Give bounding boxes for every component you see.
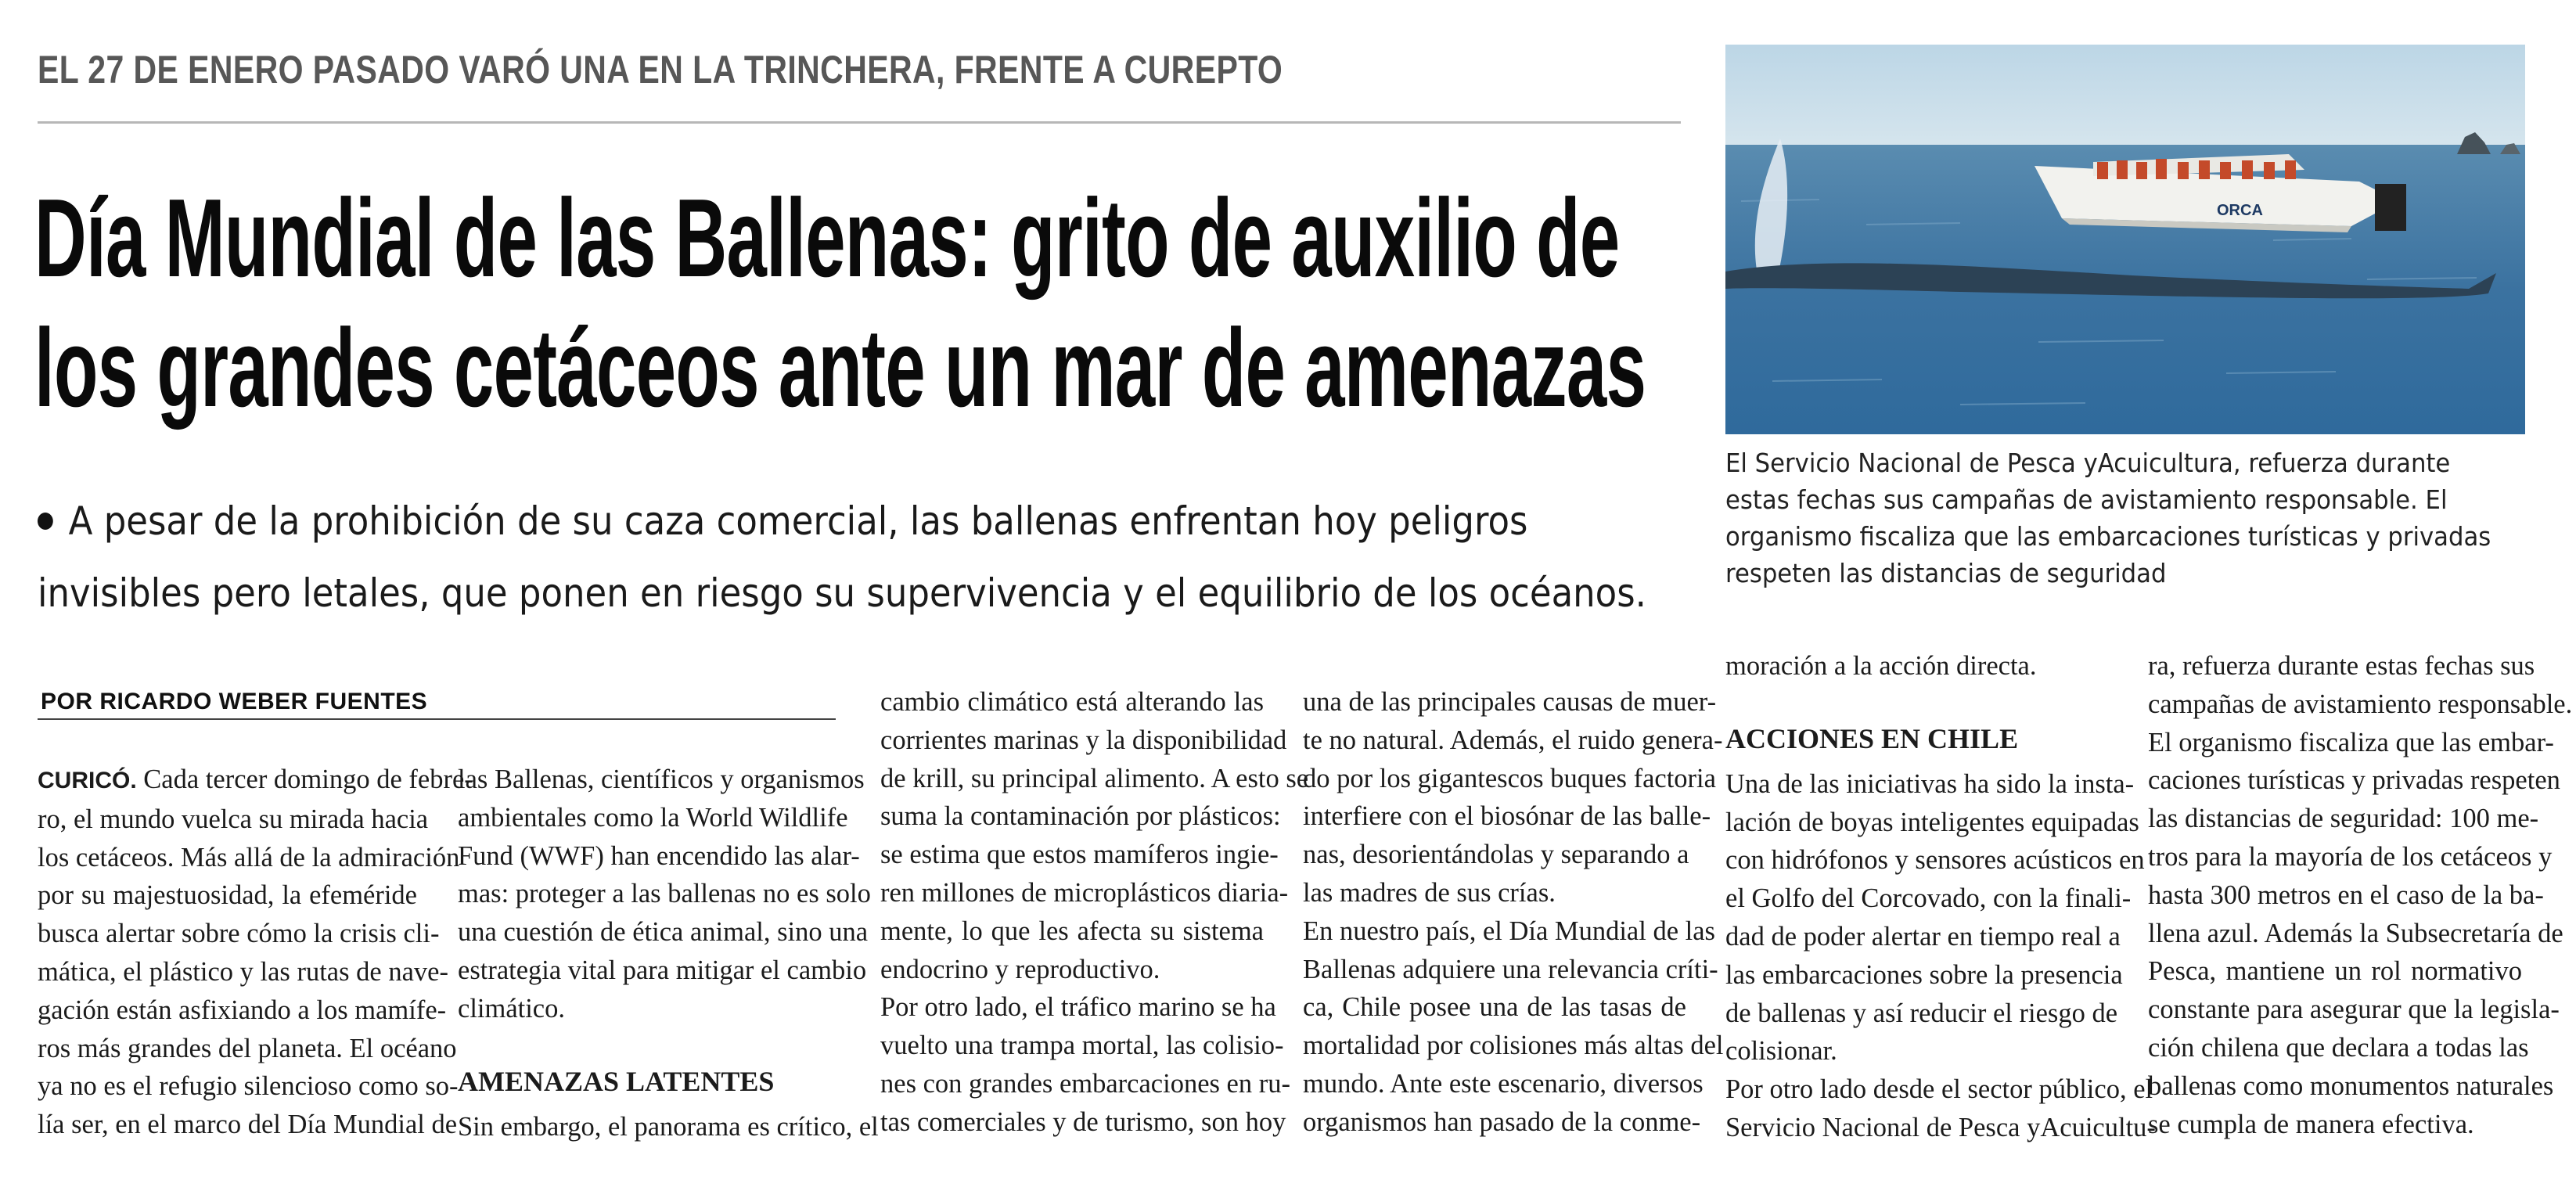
byline: POR RICARDO WEBER FUENTES [41, 689, 428, 714]
deck-line-2: invisibles pero letales, que ponen en riesgo su supervivencia y el equilibrio de los océanos. [38, 570, 1646, 616]
deck-text-1: A pesar de la prohibición de su caza comercial, las ballenas enfrentan hoy peligros [68, 498, 1528, 544]
body-line: llena azul. Además la Subsecretaría de [2148, 918, 2563, 948]
body-line: mas: proteger a las ballenas no es solo [458, 879, 871, 909]
body-line: ren millones de microplásticos diaria- [880, 877, 1289, 908]
body-line: interfiere con el biosónar de las balle- [1303, 801, 1711, 832]
body-line: tros para la mayoría de los cetáceos y [2148, 841, 2553, 872]
body-line: lación de boyas inteligentes equipadas [1725, 807, 2139, 837]
body-line: Fund (WWF) han encendido las alar- [458, 840, 860, 871]
whale-watching-photo [1725, 45, 2525, 434]
body-column-1 [38, 761, 473, 1144]
body-line: mática, el plástico y las rutas de nave- [38, 956, 448, 987]
byline-divider [38, 718, 836, 720]
bullet-icon [38, 513, 53, 530]
caption-line-2: estas fechas sus campañas de avistamiento responsable. El [1725, 484, 2448, 515]
body-line: estrategia vital para mitigar el cambio [458, 955, 867, 985]
caption-line-3: organismo fiscaliza que las embarcaciones turísticas y privadas [1725, 521, 2491, 552]
body-line: organismos han pasado de la conme- [1303, 1106, 1701, 1137]
body-line: hasta 300 metros en el caso de la ba- [2148, 880, 2544, 910]
body-line: ción chilena que declara a todas las [2148, 1032, 2529, 1063]
body-line: campañas de avistamiento responsable. [2148, 689, 2573, 719]
body-line [38, 761, 473, 800]
body-line: Pesca, mantiene un rol normativo [2148, 956, 2522, 987]
body-line: lía ser, en el marco del Día Mundial de [38, 1110, 458, 1140]
body-line: con hidrófonos y sensores acústicos en [1725, 845, 2145, 876]
body-line: por su majestuosidad, la efeméride [38, 880, 417, 911]
body-line: gación están asfixiando a los mamífe- [38, 995, 447, 1025]
body-line: mortalidad por colisiones más altas del [1303, 1031, 1724, 1061]
body-line: Servicio Nacional de Pesca yAcuicultu- [1725, 1112, 2156, 1142]
body-line: mente, lo que les afecta su sistema [880, 916, 1264, 946]
subhead-amenazas: AMENAZAS LATENTES [458, 1065, 775, 1097]
body-line: climático. [458, 993, 565, 1024]
kicker-divider [38, 121, 1681, 124]
body-line: se cumpla de manera efectiva. [2148, 1109, 2474, 1139]
body-line: colisionar. [1725, 1036, 1837, 1067]
body-line: vuelto una trampa mortal, las colisio- [880, 1031, 1284, 1061]
photo-illustration [1725, 45, 2525, 434]
body-line: constante para asegurar que la legisla- [2148, 995, 2560, 1025]
body-line: ros más grandes del planeta. El océano [38, 1033, 457, 1063]
body-line: nas, desorientándolas y separando a [1303, 840, 1689, 870]
body-column-2 [458, 761, 879, 1146]
body-line: se estima que estos mamíferos ingie- [880, 840, 1279, 870]
kicker: EL 27 DE ENERO PASADO VARÓ UNA EN LA TRINCHERA, FRENTE A CUREPTO [38, 48, 1283, 92]
body-line: Ballenas adquiere una relevancia críti- [1303, 954, 1718, 984]
caption-line-4: respeten las distancias de seguridad [1725, 558, 2167, 588]
body-line: ballenas como monumentos naturales [2148, 1070, 2554, 1101]
body-line: En nuestro país, el Día Mundial de las [1303, 916, 1715, 946]
body-line: suma la contaminación por plásticos: [880, 801, 1281, 832]
headline-line-2: los grandes cetáceos ante un mar de amenazas [34, 306, 1646, 430]
body-line: una de las principales causas de muer- [1303, 687, 1717, 717]
body-line: moración a la acción directa. [1725, 651, 2037, 681]
body-column-6 [2148, 647, 2573, 1143]
body-line: tas comerciales y de turismo, son hoy [880, 1106, 1286, 1137]
body-line: las Ballenas, científicos y organismos [458, 764, 865, 794]
body-line: de ballenas y así reducir el riesgo de [1725, 998, 2118, 1028]
photo-caption [1725, 444, 2491, 592]
body-line: El organismo fiscaliza que las embar- [2148, 727, 2554, 757]
body-line: el Golfo del Corcovado, con la finali- [1725, 883, 2132, 914]
caption-line-1: El Servicio Nacional de Pesca yAcuicultura, refuerza durante [1725, 448, 2451, 478]
body-line: los cetáceos. Más allá de la admiración [38, 842, 460, 872]
body-column-4 [1303, 683, 1724, 1142]
body-column-3 [880, 683, 1309, 1142]
body-line: una cuestión de ética animal, sino una [458, 917, 869, 948]
body-line: do por los gigantescos buques factoria [1303, 763, 1716, 793]
body-line: ra, refuerza durante estas fechas sus [2148, 651, 2535, 681]
body-column-5 [1725, 647, 2156, 1147]
body-line: endocrino y reproductivo. [880, 954, 1160, 984]
body-line: las distancias de seguridad: 100 me- [2148, 804, 2539, 834]
body-line: las embarcaciones sobre la presencia [1725, 959, 2123, 990]
body-line: cambio climático está alterando las [880, 687, 1264, 717]
body-line: caciones turísticas y privadas respeten [2148, 765, 2560, 796]
body-line: busca alertar sobre cómo la crisis cli- [38, 919, 440, 949]
body-line: corrientes marinas y la disponibilidad [880, 725, 1287, 755]
headline [34, 174, 1646, 434]
subhead-acciones: ACCIONES EN CHILE [1725, 722, 2019, 754]
body-line: Por otro lado desde el sector público, el [1725, 1074, 2153, 1105]
body-line: dad de poder alertar en tiempo real a [1725, 921, 2121, 952]
body-line: te no natural. Además, el ruido genera- [1303, 725, 1723, 755]
body-line: Sin embargo, el panorama es crítico, el [458, 1111, 879, 1142]
body-line: mundo. Ante este escenario, diversos [1303, 1068, 1704, 1099]
body-line: Por otro lado, el tráfico marino se ha [880, 992, 1276, 1023]
body-line: ya no es el refugio silencioso como so- [38, 1071, 459, 1102]
deck-line-1 [38, 485, 1646, 557]
body-line: ambientales como la World Wildlife [458, 802, 848, 833]
body-text: Cada tercer domingo de febre- [136, 764, 473, 794]
body-line: ca, Chile posee una de las tasas de [1303, 992, 1686, 1023]
deck [38, 485, 1646, 629]
body-line: las madres de sus crías. [1303, 877, 1556, 908]
body-line: Una de las iniciativas ha sido la insta- [1725, 768, 2135, 799]
dateline: CURICÓ. [38, 768, 137, 793]
headline-line-1: Día Mundial de las Ballenas: grito de auxilio de [34, 176, 1620, 300]
body-line: nes con grandes embarcaciones en ru- [880, 1068, 1290, 1099]
boat-name: ORCA [2217, 202, 2263, 219]
body-line: ro, el mundo vuelca su mirada hacia [38, 804, 429, 834]
body-line: de krill, su principal alimento. A esto se [880, 763, 1309, 793]
